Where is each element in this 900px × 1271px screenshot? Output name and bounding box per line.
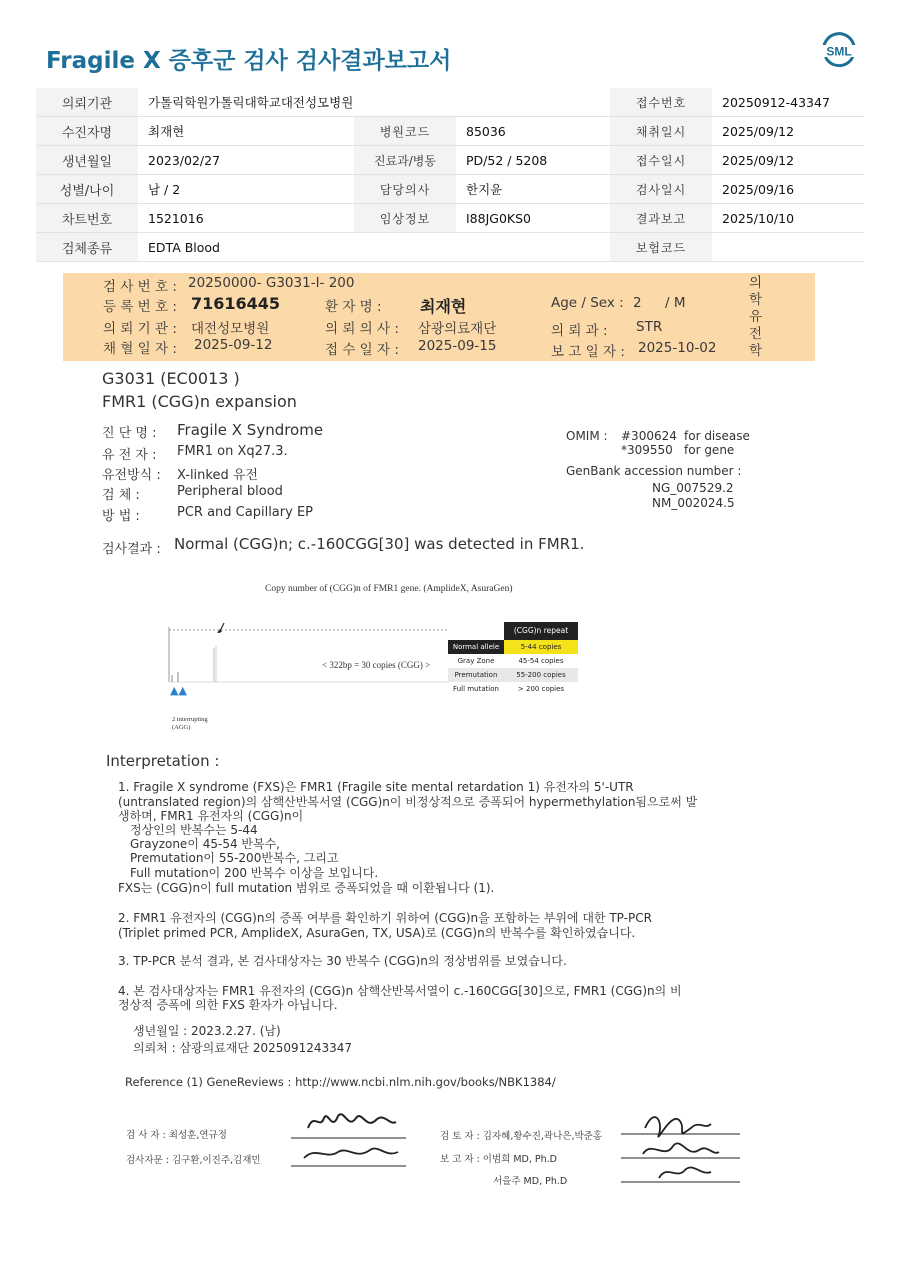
info-label: 보험코드 xyxy=(610,233,712,262)
info-value: 2025/10/10 xyxy=(712,204,864,233)
band-label: Age / Sex : xyxy=(551,295,624,311)
info-label: 접수일시 xyxy=(610,146,712,175)
info-value: 최재현 xyxy=(138,117,354,146)
info-row xyxy=(36,175,864,204)
info-label: 담당의사 xyxy=(354,175,456,204)
info-value: 1521016 xyxy=(138,204,354,233)
band-label: 검 사 번 호 : xyxy=(103,279,177,295)
range-value: 55-200 copies xyxy=(504,668,578,682)
agg-note: (AGG) xyxy=(172,724,191,731)
interpretation-line: Full mutation이 200 반복수 이상을 보입니다. xyxy=(130,866,379,880)
range-value: 45-54 copies xyxy=(504,654,578,668)
method-value: PCR and Capillary EP xyxy=(177,505,313,520)
interpretation-line: 생하며, FMR1 유전자의 (CGG)n이 xyxy=(118,809,304,823)
info-value: 2025/09/12 xyxy=(712,146,864,175)
info-label: 검체종류 xyxy=(36,233,138,262)
method-label: 방 법 : xyxy=(102,509,140,524)
omim-gene-id: *309550 xyxy=(621,443,673,457)
signature-reviewer xyxy=(615,1100,745,1190)
advisor-names: 검사자문 : 김구환,이진주,김재민 xyxy=(126,1155,261,1166)
interpretation-line: (untranslated region)의 삼핵산반복서열 (CGG)n이 비정상적으로 증폭되어 hypermethylation됨으로써 발 xyxy=(118,795,698,809)
info-value: EDTA Blood xyxy=(138,233,610,262)
interpretation-line: Grayzone이 45-54 반복수, xyxy=(130,837,280,851)
band-label: 의 뢰 기 관 : xyxy=(103,321,177,337)
info-value: 85036 xyxy=(456,117,610,146)
genbank-accession: NG_007529.2 xyxy=(652,481,734,495)
department-vertical-label: 의학유전학 xyxy=(749,275,763,359)
band-label: 등 록 번 호 : xyxy=(103,299,177,315)
examiner-names: 검 사 자 : 최성훈,연규정 xyxy=(126,1130,227,1141)
info-label: 의뢰기관 xyxy=(36,88,138,117)
info-value: 한지윤 xyxy=(456,175,610,204)
result-value: Normal (CGG)n; c.-160CGG[30] was detected in FMR1. xyxy=(174,535,585,553)
range-name: Full mutation xyxy=(448,682,504,696)
band-label: 보 고 일 자 : xyxy=(551,344,625,360)
test-number: 20250000- G3031-I- 200 xyxy=(188,275,355,291)
test-code: G3031 (EC0013 ) xyxy=(102,369,240,388)
interpretation-line: 3. TP-PCR 분석 결과, 본 검사대상자는 30 반복수 (CGG)n의 정상범위를 보였습니다. xyxy=(118,954,567,968)
info-label: 임상정보 xyxy=(354,204,456,233)
age-value: 2 xyxy=(633,295,642,311)
info-value: PD/52 / 5208 xyxy=(456,146,610,175)
diagnosis-label: 진 단 명 : xyxy=(102,426,157,441)
band-label: 채 혈 일 자 : xyxy=(103,341,177,357)
figure-caption: Copy number of (CGG)n of FMR1 gene. (AmplideX, AsuraGen) xyxy=(265,584,513,594)
band-label: 의 뢰 과 : xyxy=(551,323,608,339)
specimen-label: 검 체 : xyxy=(102,488,140,503)
registration-number: 71616445 xyxy=(191,294,281,313)
interpretation-line: 정상인의 반복수는 5-44 xyxy=(130,823,258,837)
range-name: Premutation xyxy=(448,668,504,682)
patient-info-table xyxy=(36,88,864,262)
info-label: 검사일시 xyxy=(610,175,712,204)
draw-date: 2025-09-12 xyxy=(194,337,273,353)
interpretation-line: FXS는 (CGG)n이 full mutation 범위로 증폭되었을 때 이환됩니다 (1). xyxy=(118,881,495,895)
table-header: (CGG)n repeat xyxy=(504,622,578,640)
referring-doctor: 삼광의료재단 xyxy=(418,321,497,337)
agg-arrows: ▲▲ xyxy=(170,684,187,697)
info-label: 진료과/병동 xyxy=(354,146,456,175)
reviewer-names: 검 토 자 : 김자혜,황수진,곽나은,박준홍 xyxy=(440,1131,602,1142)
diagnosis-value: Fragile X Syndrome xyxy=(177,421,324,439)
info-label: 생년월일 xyxy=(36,146,138,175)
patient-name: 최재현 xyxy=(420,297,467,316)
reporter-name: 보 고 자 : 이범희 MD, Ph.D xyxy=(440,1154,557,1165)
receive-date: 2025-09-15 xyxy=(418,338,497,354)
info-row xyxy=(36,233,864,262)
info-label: 수진자명 xyxy=(36,117,138,146)
range-name: Gray Zone xyxy=(448,654,504,668)
inheritance-value: X-linked 유전 xyxy=(177,468,258,483)
info-value: 2025/09/16 xyxy=(712,175,864,204)
info-label: 결과보고 xyxy=(610,204,712,233)
info-label: 성별/나이 xyxy=(36,175,138,204)
peak-size-label: < 322bp = 30 copies (CGG) > xyxy=(322,660,431,670)
info-value: 가톨릭학원가톨릭대학교대전성모병원 xyxy=(138,88,610,117)
info-value: 2025/09/12 xyxy=(712,117,864,146)
info-label: 병원코드 xyxy=(354,117,456,146)
info-value: I88JG0KS0 xyxy=(456,204,610,233)
report-header-band xyxy=(63,273,815,361)
sml-logo xyxy=(818,30,860,72)
repeat-range-table xyxy=(448,622,578,696)
gene-value: FMR1 on Xq27.3. xyxy=(177,444,288,459)
interpretation-line: 2. FMR1 유전자의 (CGG)n의 증폭 여부를 확인하기 위하여 (CGG)n을 포함하는 부위에 대한 TP-PCR xyxy=(118,911,652,925)
info-row xyxy=(36,146,864,175)
interpretation-line: 1. Fragile X syndrome (FXS)은 FMR1 (Fragile site mental retardation 1) 유전자의 5'-UTR xyxy=(118,780,634,794)
interpretation-line: 의뢰처 : 삼광의료재단 2025091243347 xyxy=(133,1041,353,1055)
interpretation-line: (Triplet primed PCR, AmplideX, AsuraGen, TX, USA)로 (CGG)n의 반복수를 확인하였습니다. xyxy=(118,926,636,940)
info-value: 20250912-43347 xyxy=(712,88,864,117)
interpretation-line: 정상적 증폭에 의한 FXS 환자가 아닙니다. xyxy=(118,998,338,1012)
range-value: > 200 copies xyxy=(504,682,578,696)
info-label: 채취일시 xyxy=(610,117,712,146)
reference-line: Reference (1) GeneReviews : http://www.ncbi.nlm.nih.gov/books/NBK1384/ xyxy=(125,1075,556,1089)
signature-examiner xyxy=(286,1100,421,1175)
sml-logo-icon xyxy=(818,30,860,72)
range-value: 5-44 copies xyxy=(504,640,578,654)
interpretation-line: 4. 본 검사대상자는 FMR1 유전자의 (CGG)n 삼핵산반복서열이 c.-160CGG[30]으로, FMR1 (CGG)n의 비 xyxy=(118,984,682,998)
band-label: 환 자 명 : xyxy=(325,299,382,315)
band-label: 접 수 일 자 : xyxy=(325,342,399,358)
agg-note: 2 interrupting xyxy=(172,716,208,723)
range-name: Normal allele xyxy=(448,640,504,654)
department: STR xyxy=(636,319,663,335)
interpretation-heading: Interpretation : xyxy=(106,752,220,770)
omim-disease-id: #300624 xyxy=(621,429,677,443)
interpretation-line: Premutation이 55-200반복수, 그리고 xyxy=(130,851,339,865)
report-date: 2025-10-02 xyxy=(638,340,717,356)
info-row xyxy=(36,117,864,146)
omim-gene-note: for gene xyxy=(684,443,735,457)
institution: 대전성모병원 xyxy=(191,321,270,337)
result-label: 검사결과 : xyxy=(102,542,161,557)
logo-text: SML xyxy=(826,44,852,59)
interpretation-line: 생년월일 : 2023.2.27. (남) xyxy=(133,1024,281,1038)
info-label: 접수번호 xyxy=(610,88,712,117)
info-row xyxy=(36,88,864,117)
genbank-label: GenBank accession number : xyxy=(566,464,742,478)
page-title: Fragile X 증후군 검사 검사결과보고서 xyxy=(46,48,452,74)
info-value: 남 / 2 xyxy=(138,175,354,204)
omim-disease-note: for disease xyxy=(684,429,750,443)
info-value: 2023/02/27 xyxy=(138,146,354,175)
reporter-name-2: 서을주 MD, Ph.D xyxy=(493,1176,568,1187)
info-value xyxy=(712,233,864,262)
band-label: 의 뢰 의 사 : xyxy=(325,321,399,337)
info-label: 차트번호 xyxy=(36,204,138,233)
info-row xyxy=(36,204,864,233)
inheritance-label: 유전방식 : xyxy=(102,468,161,483)
omim-label: OMIM : xyxy=(566,429,608,443)
test-name: FMR1 (CGG)n expansion xyxy=(102,392,297,411)
specimen-value: Peripheral blood xyxy=(177,484,283,499)
genbank-accession: NM_002024.5 xyxy=(652,496,735,510)
gene-label: 유 전 자 : xyxy=(102,448,157,463)
sex-value: / M xyxy=(665,295,686,311)
